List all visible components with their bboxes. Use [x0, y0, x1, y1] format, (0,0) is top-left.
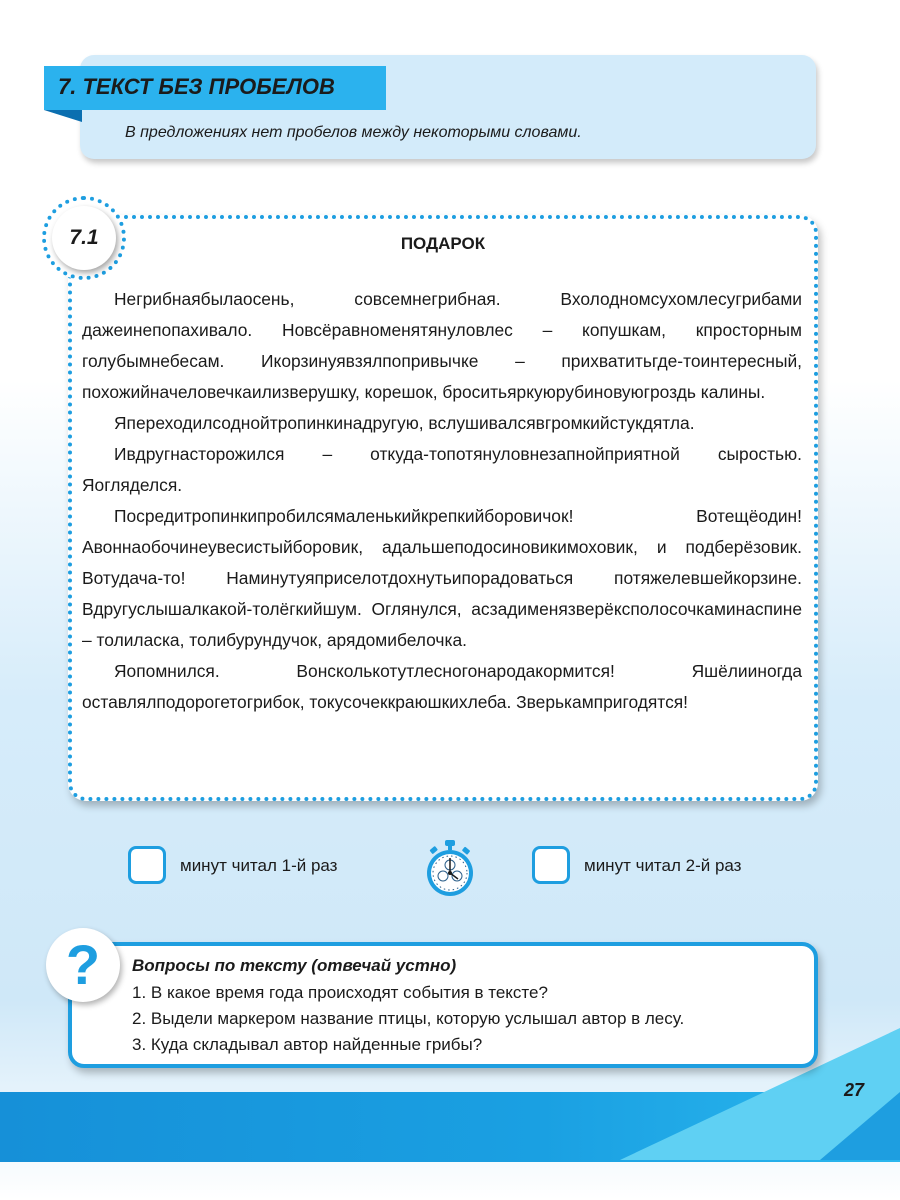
story-paragraph: Япереходилсоднойтропинкинадругую, вслушивалсявгромкийстукдятла.	[114, 413, 695, 433]
question-mark-icon: ?	[65, 933, 101, 996]
question-item: 2. Выдели маркером название птицы, которую услышал автор в лесу.	[132, 1009, 685, 1028]
second-reading-time-box[interactable]	[532, 846, 570, 884]
first-reading-label: минут читал 1-й раз	[180, 856, 338, 875]
page-number: 27	[843, 1080, 864, 1100]
story-paragraph: Яопомнился. Вонсколькотутлесногонародакормится! Яшёлииногда оставлялподорогетогрибок, токусочеккраюшкихлеба. Зверькампригодятся!	[82, 661, 802, 712]
story-title: ПОДАРОК	[400, 234, 486, 253]
section-title: 7. ТЕКСТ БЕЗ ПРОБЕЛОВ	[58, 74, 335, 99]
section-title-tab-fold	[44, 110, 82, 122]
story-text	[82, 284, 802, 718]
question-item: 1. В какое время года происходят события в тексте?	[132, 983, 548, 1002]
story-paragraph: Ивдругнасторожился – откуда-топотянуловнезапнойприятной сыростью. Яогляделся.	[82, 444, 802, 495]
question-mark-badge	[46, 928, 120, 1002]
stopwatch-icon	[422, 838, 478, 898]
questions-title: Вопросы по тексту (отвечай устно)	[132, 956, 457, 975]
exercise-number-badge: 7.1	[52, 206, 116, 270]
question-item: 3. Куда складывал автор найденные грибы?	[132, 1035, 483, 1054]
first-reading-time-box[interactable]	[128, 846, 166, 884]
story-paragraph: Негрибнаябылаосень, совсемнегрибная. Вхолодномсухомлесугрибами дажеинепопахивало. Новсёравноменятянуловлес – копушкам, кпросторным голубымнебесам. Икорзинуявзялпопривычке – прихватитьгде-тоинтересный, похожийначеловечкаилизверушку, корешок, броситьяркуюрубиновуюгроздь калины.	[82, 289, 802, 402]
second-reading-label: минут читал 2-й раз	[584, 856, 742, 875]
section-instructions: В предложениях нет пробелов между некоторыми словами.	[125, 124, 582, 141]
story-paragraph: Посредитропинкипробилсямаленькийкрепкийборовичок! Вотещёодин! Авоннаобочинеувесистыйборовик, адальшеподосиновикимоховик, и подберёзовик. Вотудача-то! Наминутуяприселотдохнутьипорадоваться потяжелевшейкорзине. Вдругуслышалкакой-толёгкийшум. Оглянулся, асзадименязверёксполосочкаминаспине – толиласка, толибурундучок, арядомибелочка.	[82, 506, 802, 650]
questions-list	[132, 980, 684, 1058]
